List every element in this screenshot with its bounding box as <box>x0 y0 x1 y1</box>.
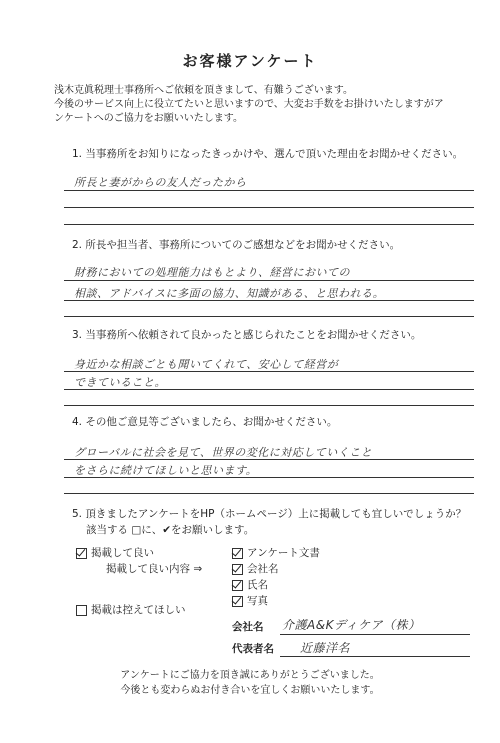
name-checkbox[interactable] <box>232 580 243 591</box>
publish-item-survey[interactable] <box>232 545 320 560</box>
publish-ok-checkbox[interactable] <box>76 548 87 559</box>
publish-ok-option[interactable] <box>76 545 154 560</box>
intro-line-3: ンケートへのご協力をお願いいたします。 <box>54 113 243 124</box>
representative-label: 代表者名 <box>232 643 274 655</box>
publish-item-company[interactable] <box>232 561 279 576</box>
answer-4-line-2: をさらに続けてほしいと思います。 <box>74 464 258 477</box>
company-name-value: 介護A&Kディケア（株） <box>282 618 421 632</box>
representative-line <box>280 656 470 657</box>
question-4: 4. その他ご意見等ございましたら、お聞かせください。 <box>72 416 338 428</box>
question-5-instruction: 該当する □に、✔をお願いします。 <box>86 524 255 536</box>
company-name-label: 会社名 <box>232 621 264 633</box>
publish-ok-label: 掲載して良い <box>91 547 154 559</box>
name-label: 氏名 <box>247 579 268 591</box>
photo-label: 写真 <box>247 595 268 607</box>
answer-line <box>64 316 474 317</box>
answer-line <box>64 300 474 301</box>
answer-line <box>64 477 474 478</box>
photo-checkbox[interactable] <box>232 596 243 607</box>
answer-line <box>64 207 474 208</box>
answer-2-line-2: 相談、アドバイスに多面の協力、知識がある、と思われる。 <box>74 287 385 300</box>
answer-line <box>64 405 474 406</box>
answer-line <box>64 280 474 281</box>
answer-3-line-1: 身近かな相談ごとも聞いてくれて、安心して経営が <box>74 358 339 371</box>
answer-line <box>64 493 474 494</box>
representative-value: 近藤洋名 <box>300 641 351 655</box>
answer-2-line-1: 財務においての処理能力はもとより、経営においての <box>74 266 350 279</box>
closing-line-2: 今後とも変わらぬお付き合いを宜しくお願いいたします。 <box>120 685 380 696</box>
answer-4-line-1: グローバルに社会を見て、世界の変化に対応していくこと <box>74 446 373 459</box>
publish-content-label: 掲載して良い内容 ⇒ <box>106 563 203 575</box>
answer-line <box>64 224 474 225</box>
answer-line <box>64 190 474 191</box>
question-5: 5. 頂きましたアンケートをHP（ホームページ）上に掲載しても宜しいでしょうか？ <box>72 508 467 520</box>
question-1: 1. 当事務所をお知りになったきっかけや、選んで頂いた理由をお聞かせください。 <box>72 148 464 160</box>
publish-refrain-label: 掲載は控えてほしい <box>91 604 186 616</box>
answer-1-line-1: 所長と妻がからの友人だったから <box>74 176 247 189</box>
intro-line-2: 今後のサービス向上に役立てたいと思いますので、大変お手数をお掛けいたしますがア <box>54 99 444 110</box>
publish-refrain-checkbox[interactable] <box>76 605 87 616</box>
intro-line-1: 浅木克眞税理士事務所へご依頼を頂きまして、有難うございます。 <box>54 85 353 96</box>
publish-refrain-option[interactable] <box>76 602 186 617</box>
answer-line <box>64 371 474 372</box>
closing-line-1: アンケートにご協力を頂き誠にありがとうございました。 <box>120 670 380 681</box>
question-2: 2. 所長や担当者、事務所についてのご感想などをお聞かせください。 <box>72 239 401 251</box>
company-checkbox[interactable] <box>232 564 243 575</box>
question-3: 3. 当事務所へ依頼されて良かったと感じられたことをお聞かせください。 <box>72 329 422 341</box>
survey-checkbox[interactable] <box>232 548 243 559</box>
answer-line <box>64 389 474 390</box>
page-title: お客様アンケート <box>182 52 318 70</box>
answer-line <box>64 459 474 460</box>
survey-label: アンケート文書 <box>247 547 320 559</box>
company-name-line <box>280 634 470 635</box>
publish-item-name[interactable] <box>232 577 268 592</box>
company-label: 会社名 <box>247 563 279 575</box>
answer-3-line-2: できていること。 <box>74 376 166 389</box>
publish-item-photo[interactable] <box>232 593 268 608</box>
